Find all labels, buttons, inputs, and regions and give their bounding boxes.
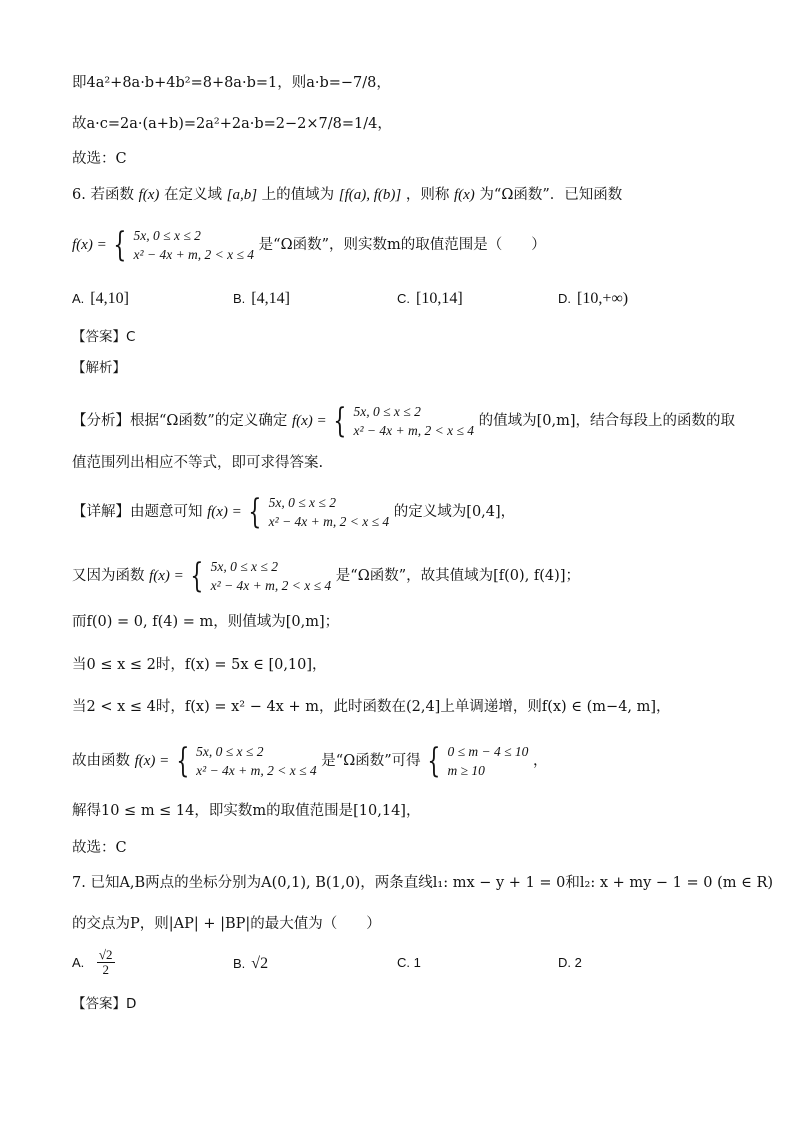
math-fx-eq: f(x) = <box>72 237 107 253</box>
detail-line-2 <box>72 557 580 595</box>
fraction-numerator: √2 <box>98 947 113 962</box>
question-7-line-1: 7. 已知A,B两点的坐标分别为A(0,1), B(1,0)，两条直线l₁: mx − y + 1 = 0和l₂: x + my − 1 = 0 (m ∈ R) <box>72 875 774 891</box>
detail-text: 【详解】由题意可知 <box>72 504 203 520</box>
system-row: m ≥ 10 <box>447 763 485 778</box>
piecewise-row: 5x, 0 ≤ x ≤ 2 <box>196 744 264 759</box>
math-interval: [a,b] <box>226 187 258 203</box>
math-fx-eq: f(x) = <box>291 413 327 429</box>
math-fx: f(x) <box>453 187 475 203</box>
math-range: [f(a), f(b)] <box>338 187 402 203</box>
option-label: A. <box>72 954 85 970</box>
question-6-stem <box>72 184 622 206</box>
option-label: A. <box>72 291 85 306</box>
answer-tag: 【答案】C <box>72 329 136 345</box>
piecewise-row: x² − 4x + m, 2 < x ≤ 4 <box>268 514 390 529</box>
math-fx: f(x) <box>138 187 160 203</box>
piecewise-row: 5x, 0 ≤ x ≤ 2 <box>210 559 278 574</box>
piecewise-rows <box>269 493 390 531</box>
answer-tag-2: 【答案】D <box>72 996 137 1012</box>
analysis-paragraph <box>72 402 735 440</box>
piecewise-brace: { <box>333 401 347 441</box>
option-value: [4,10] <box>90 290 129 307</box>
option-value: [4,14] <box>251 290 290 307</box>
piecewise-row: 5x, 0 ≤ x ≤ 2 <box>133 228 201 243</box>
piecewise-rows <box>211 557 332 595</box>
question-6-number: 6. 若函数 <box>72 187 134 203</box>
detail-line-6 <box>72 742 548 780</box>
solution-line-1: 即4a²+8a·b+4b²=8+8a·b=1，则a·b=−7/8， <box>72 75 391 91</box>
system-rows <box>448 742 529 780</box>
option-b <box>233 290 290 308</box>
piecewise-brace: { <box>190 556 204 596</box>
q7-option-b <box>233 955 268 973</box>
detail-text: 是“Ω函数”，故其值域为[f(0), f(4)]； <box>335 568 580 584</box>
stem-text: 在定义域 <box>164 187 222 203</box>
math-fx-eq: f(x) = <box>207 504 242 520</box>
option-value: √2 <box>251 955 269 972</box>
solution-line-2: 故a·c=2a·(a+b)=2a²+2a·b=2−2×7/8=1/4， <box>72 116 392 132</box>
analysis-tag: 【解析】 <box>72 360 126 376</box>
system-row: 0 ≤ m − 4 ≤ 10 <box>447 744 529 759</box>
q7-option-a <box>72 948 117 977</box>
piecewise-row: x² − 4x + m, 2 < x ≤ 4 <box>133 247 255 262</box>
stem-text: ，则称 <box>405 187 450 203</box>
piecewise-row: x² − 4x + m, 2 < x ≤ 4 <box>353 423 475 438</box>
option-label: B. <box>233 291 246 306</box>
option-label: C. <box>397 291 410 306</box>
piecewise-rows <box>134 226 255 264</box>
detail-text: 是“Ω函数”可得 <box>321 753 421 769</box>
option-value: [10,+∞) <box>577 290 629 307</box>
math-fx-eq: f(x) = <box>149 568 184 584</box>
fraction-denominator: 2 <box>102 962 109 977</box>
system-brace: { <box>427 741 441 781</box>
option-label: B. <box>233 956 246 971</box>
option-a <box>72 290 129 308</box>
fraction <box>97 948 115 977</box>
piecewise-rows <box>196 742 317 780</box>
option-label: D. <box>558 291 571 306</box>
answer-choice-line-2: 故选：C <box>72 840 127 856</box>
option-text: C. 1 <box>397 955 421 970</box>
analysis-text: 的值域为[0,m]，结合每段上的函数的取 <box>478 413 736 429</box>
option-value: [10,14] <box>416 290 463 307</box>
detail-line-5: 当2 < x ≤ 4时，f(x) = x² − 4x + m，此时函数在(2,4]上单调递增，则f(x) ∈ (m−4, m]， <box>72 699 671 715</box>
option-text: D. 2 <box>558 955 582 970</box>
stem-text: 上的值域为 <box>261 187 335 203</box>
analysis-line-2: 值范围列出相应不等式，即可求得答案. <box>72 455 324 471</box>
q7-option-d <box>558 955 588 971</box>
q7-option-c <box>397 955 427 971</box>
option-c <box>397 290 463 308</box>
detail-text: 故由函数 <box>72 753 130 769</box>
detail-text: 的定义域为[0,4]， <box>393 504 516 520</box>
piecewise-row: x² − 4x + m, 2 < x ≤ 4 <box>196 763 317 778</box>
piecewise-brace: { <box>113 225 127 265</box>
stem-text: 为“Ω函数”．已知函数 <box>479 187 623 203</box>
detail-line-4: 当0 ≤ x ≤ 2时，f(x) = 5x ∈ [0,10]， <box>72 657 327 673</box>
piecewise-rows <box>354 402 475 440</box>
piecewise-row: 5x, 0 ≤ x ≤ 2 <box>268 495 336 510</box>
detail-paragraph <box>72 493 515 531</box>
detail-text: 又因为函数 <box>72 568 145 584</box>
piecewise-brace: { <box>248 492 262 532</box>
analysis-text: 【分析】根据“Ω函数”的定义确定 <box>72 413 288 429</box>
math-fx-eq: f(x) = <box>134 753 170 769</box>
question-6-function-def <box>72 226 546 264</box>
option-d <box>558 290 628 308</box>
detail-line-3: 而f(0) = 0, f(4) = m，则值域为[0,m]； <box>72 614 340 630</box>
detail-line-7: 解得10 ≤ m ≤ 14，即实数m的取值范围是[10,14]， <box>72 803 421 819</box>
answer-choice-line: 故选：C <box>72 151 127 167</box>
detail-text: ， <box>533 753 548 769</box>
question-7-line-2: 的交点为P，则|AP| + |BP|的最大值为（ ） <box>72 916 381 932</box>
stem-text: 是“Ω函数”，则实数m的取值范围是（ ） <box>258 237 546 253</box>
piecewise-row: 5x, 0 ≤ x ≤ 2 <box>353 404 421 419</box>
piecewise-brace: { <box>176 741 190 781</box>
piecewise-row: x² − 4x + m, 2 < x ≤ 4 <box>210 578 332 593</box>
